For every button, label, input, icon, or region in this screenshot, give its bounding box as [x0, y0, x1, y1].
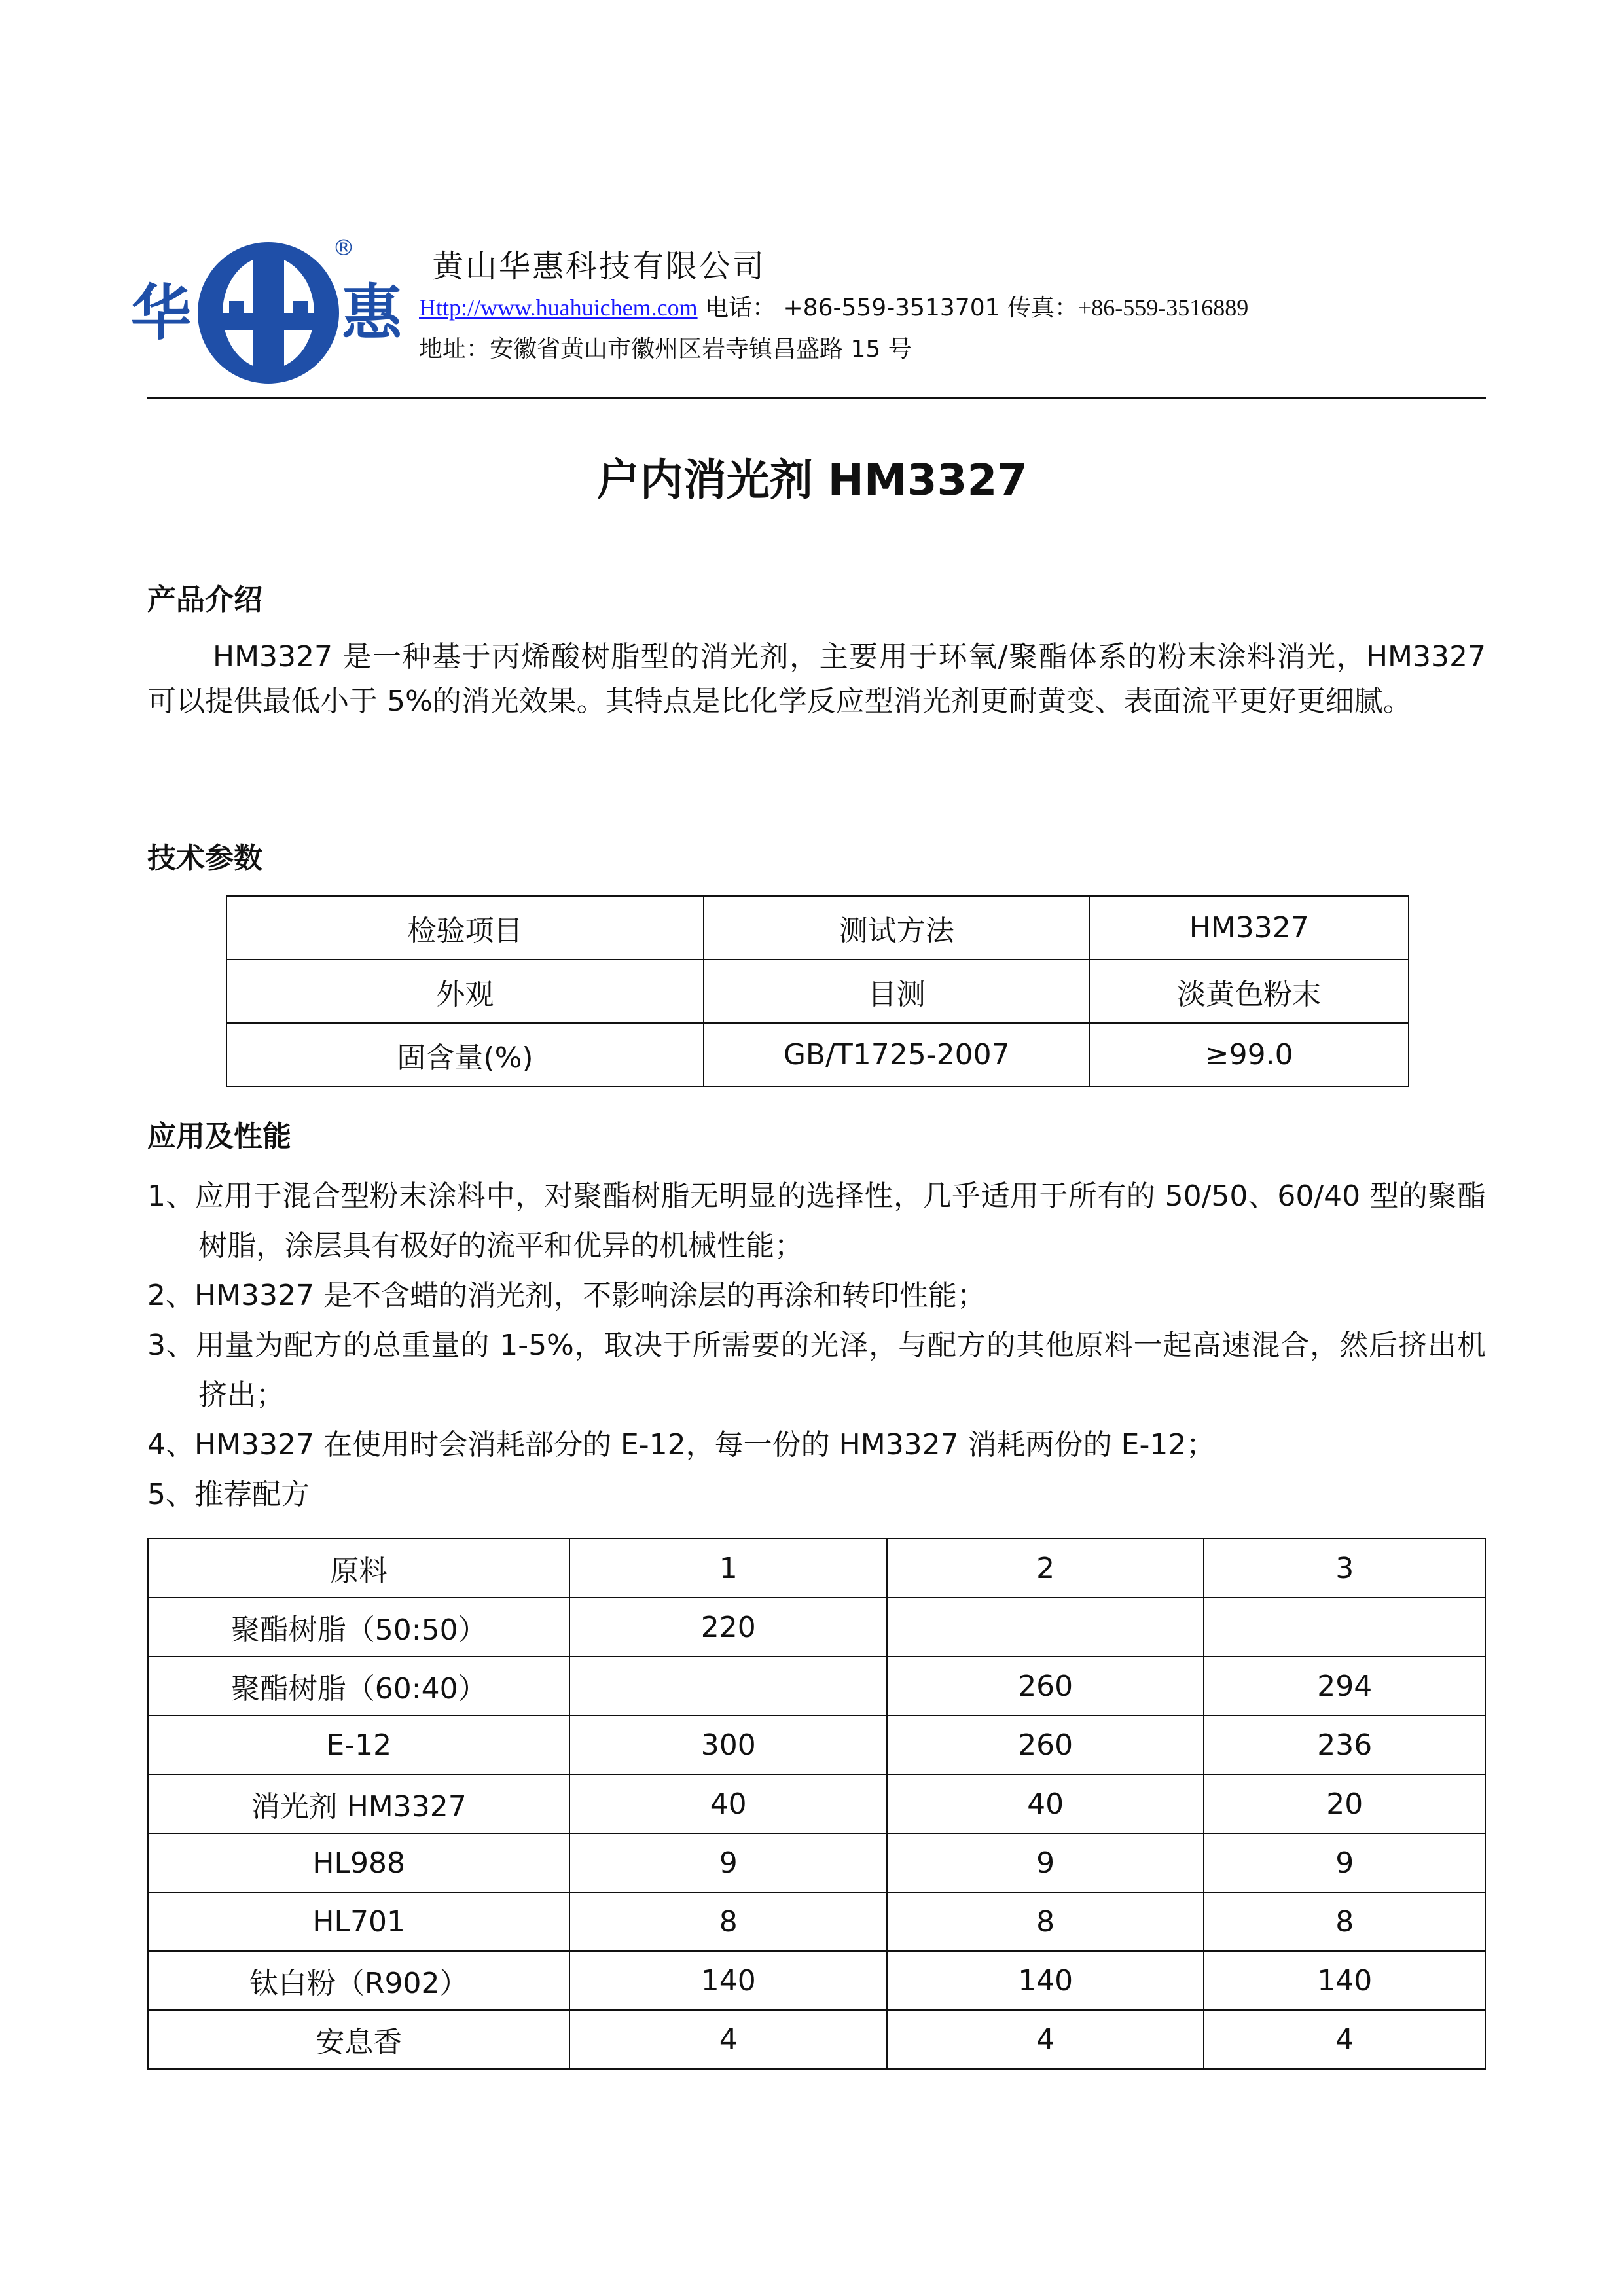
list-item: 2、HM3327 是不含蜡的消光剂，不影响涂层的再涂和转印性能；	[147, 1279, 986, 1312]
table-cell	[887, 1598, 1204, 1657]
table-cell: 40	[887, 1774, 1204, 1833]
list-item: 1、应用于混合型粉末涂料中，对聚酯树脂无明显的选择性，几乎适用于所有的 50/50、60/40 型的聚酯树脂，涂层具有极好的流平和优异的机械性能；	[147, 1179, 1486, 1263]
table-cell: 9	[887, 1833, 1204, 1892]
list-item: 4、HM3327 在使用时会消耗部分的 E-12，每一份的 HM3327 消耗两份的 E-12；	[147, 1428, 1216, 1462]
table-cell: 消光剂 HM3327	[148, 1774, 569, 1833]
document-title: 户内消光剂 HM3327	[596, 455, 1028, 505]
table-cell: 聚酯树脂（50:50）	[148, 1598, 569, 1657]
list-item: 3、用量为配方的总重量的 1-5%，取决于所需要的光泽，与配方的其他原料一起高速混合，然后挤出机挤出；	[147, 1329, 1486, 1412]
table-cell: 外观	[226, 960, 704, 1023]
applications-list	[147, 1172, 1486, 1520]
table-cell: 140	[887, 1951, 1204, 2010]
list-item: 5、推荐配方	[147, 1478, 310, 1511]
table-row	[148, 1715, 1485, 1774]
table-header-cell: 3	[1204, 1539, 1485, 1598]
table-cell: 聚酯树脂（60:40）	[148, 1657, 569, 1715]
table-row	[148, 1951, 1485, 2010]
table-header-cell: 2	[887, 1539, 1204, 1598]
table-cell: 8	[1204, 1892, 1485, 1951]
section-heading-applications: 应用及性能	[147, 1120, 291, 1153]
table-cell: 淡黄色粉末	[1089, 960, 1409, 1023]
phone-number: +86-559-3513701	[783, 295, 1000, 321]
table-row	[148, 1774, 1485, 1833]
table-cell: 4	[887, 2010, 1204, 2069]
table-cell: 40	[569, 1774, 886, 1833]
table-header-cell: 检验项目	[226, 896, 704, 960]
company-logo	[131, 236, 406, 386]
section-heading-intro: 产品介绍	[147, 583, 262, 617]
section-heading-specs: 技术参数	[147, 842, 262, 875]
table-cell: 140	[569, 1951, 886, 2010]
table-row	[226, 1023, 1409, 1086]
website-link[interactable]: Http://www.huahuichem.com	[419, 295, 698, 321]
table-cell: 300	[569, 1715, 886, 1774]
table-header-row	[148, 1539, 1485, 1598]
table-cell: 236	[1204, 1715, 1485, 1774]
company-name: 黄山华惠科技有限公司	[432, 248, 767, 285]
fax-label: 传真：	[1007, 295, 1078, 321]
table-cell: ≥99.0	[1089, 1023, 1409, 1086]
table-cell: 9	[1204, 1833, 1485, 1892]
table-header-cell: 测试方法	[704, 896, 1089, 960]
table-cell: E-12	[148, 1715, 569, 1774]
table-row	[148, 1657, 1485, 1715]
table-cell	[1204, 1598, 1485, 1657]
logo-left-char: 华	[131, 278, 192, 348]
table-cell: 294	[1204, 1657, 1485, 1715]
table-cell: HL701	[148, 1892, 569, 1951]
table-header-row	[226, 896, 1409, 960]
contact-line	[419, 289, 1248, 323]
header-divider	[147, 397, 1486, 399]
table-row	[148, 1833, 1485, 1892]
registered-mark-icon: ®	[333, 236, 355, 261]
fax-number: +86-559-3516889	[1077, 295, 1249, 321]
table-header-cell: HM3327	[1089, 896, 1409, 960]
table-row	[226, 960, 1409, 1023]
company-address: 地址：安徽省黄山市徽州区岩寺镇昌盛路 15 号	[419, 336, 912, 363]
table-cell: 4	[1204, 2010, 1485, 2069]
spec-table	[226, 895, 1409, 1087]
table-row	[148, 1598, 1485, 1657]
table-cell: GB/T1725-2007	[704, 1023, 1089, 1086]
intro-text: HM3327 是一种基于丙烯酸树脂型的消光剂，主要用于环氧/聚酯体系的粉末涂料消光，HM3327 可以提供最低小于 5%的消光效果。其特点是比化学反应型消光剂更耐黄变、表面流平更好更细腻。	[147, 640, 1486, 718]
table-row	[148, 2010, 1485, 2069]
table-cell: 8	[887, 1892, 1204, 1951]
table-cell: 260	[887, 1657, 1204, 1715]
table-cell: 固含量(%)	[226, 1023, 704, 1086]
formula-table	[147, 1538, 1486, 2070]
table-cell: 140	[1204, 1951, 1485, 2010]
table-header-cell: 1	[569, 1539, 886, 1598]
table-row	[148, 1892, 1485, 1951]
table-cell: 260	[887, 1715, 1204, 1774]
table-cell: 4	[569, 2010, 886, 2069]
table-header-cell: 原料	[148, 1539, 569, 1598]
table-cell: 8	[569, 1892, 886, 1951]
table-cell: HL988	[148, 1833, 569, 1892]
table-cell	[569, 1657, 886, 1715]
table-cell: 20	[1204, 1774, 1485, 1833]
intro-paragraph	[147, 635, 1486, 724]
table-cell: 钛白粉（R902）	[148, 1951, 569, 2010]
table-cell: 9	[569, 1833, 886, 1892]
table-cell: 安息香	[148, 2010, 569, 2069]
logo-right-char: 惠	[342, 278, 403, 348]
phone-label: 电话：	[705, 295, 776, 321]
table-cell: 目测	[704, 960, 1089, 1023]
table-cell: 220	[569, 1598, 886, 1657]
